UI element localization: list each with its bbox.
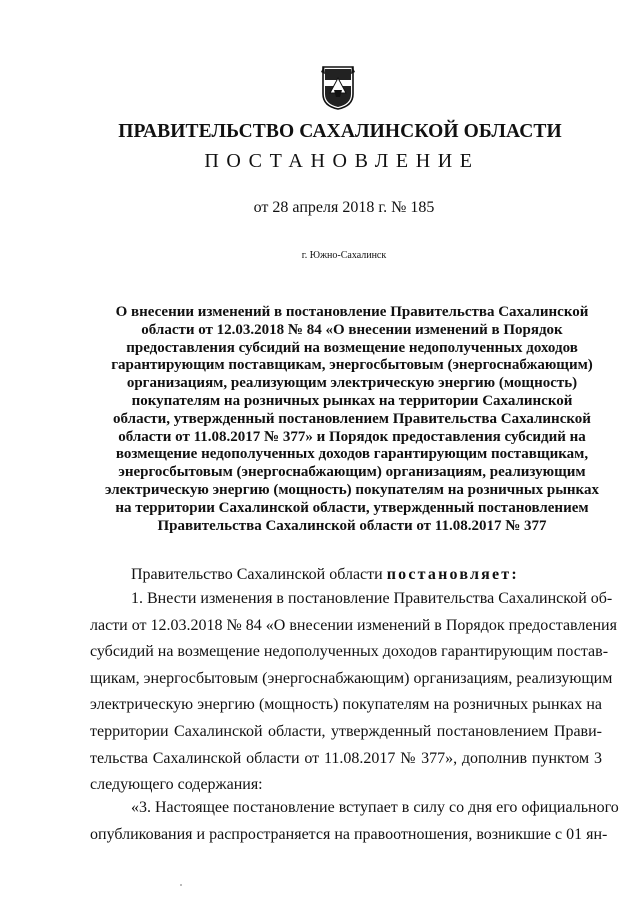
- paragraph-line: электрическую энергию (мощность) покупателям на розничных рынках на: [90, 696, 602, 714]
- document-city: г. Южно-Сахалинск: [301, 250, 387, 261]
- subject-line: на территории Сахалинской области, утвержденный постановлением: [115, 499, 589, 516]
- document-subject: [92, 304, 612, 535]
- coat-of-arms-icon: [320, 64, 356, 110]
- subject-line: Правительства Сахалинской области от 11.08.2017 № 377: [157, 517, 547, 534]
- decree-word: постановляет:: [386, 566, 519, 583]
- preamble-text: Правительство Сахалинской области: [131, 566, 387, 583]
- subject-line: гарантирующим поставщикам, энергосбытовым (энергоснабжающим): [111, 357, 593, 374]
- paragraph-line: ласти от 12.03.2018 № 84 «О внесении изменений в Порядок предоставления: [90, 616, 617, 634]
- subject-line: области от 11.08.2017 № 377» и Порядок предоставления субсидий на: [118, 428, 586, 445]
- document-type: ПОСТАНОВЛЕНИЕ: [204, 150, 480, 172]
- subject-line: электрическую энергию (мощность) покупателям на розничных рынках: [105, 481, 599, 498]
- government-title: ПРАВИТЕЛЬСТВО САХАЛИНСКОЙ ОБЛАСТИ: [118, 121, 562, 142]
- paragraph-line: опубликования и распространяется на правоотношения, возникшие с 01 ян-: [90, 825, 608, 843]
- paragraph-line: «3. Настоящее постановление вступает в силу со дня его официального: [131, 799, 619, 816]
- subject-line: энергосбытовым (энергоснабжающим) организациям, реализующим: [118, 464, 586, 481]
- paragraph-line: следующего содержания:: [90, 776, 263, 794]
- preamble: [131, 566, 640, 584]
- paragraph-line: субсидий на возмещение недополученных доходов гарантирующим постав-: [90, 643, 609, 661]
- subject-line: области от 12.03.2018 № 84 «О внесении изменений в Порядок: [141, 321, 563, 338]
- paragraph-line: щикам, энергосбытовым (энергоснабжающим) организациям, реализующим: [90, 669, 613, 687]
- subject-line: возмещение недополученных доходов гарантирующим поставщикам,: [115, 446, 589, 463]
- subject-line: области, утвержденный постановлением Правительства Сахалинской: [113, 410, 591, 427]
- paragraph-line: территории Сахалинской области, утвержденный постановлением Прави-: [90, 722, 602, 740]
- paragraph-line: 1. Внести изменения в постановление Правительства Сахалинской об-: [131, 590, 613, 607]
- paragraph-item-3-quote: [90, 795, 619, 848]
- subject-line: предоставления субсидий на возмещение недополученных доходов: [126, 339, 578, 356]
- subject-line: покупателям на розничных рынках на территории Сахалинской: [131, 392, 573, 409]
- paragraph-item-1: [90, 586, 617, 799]
- paragraph-line: тельства Сахалинской области от 11.08.2017 № 377», дополнив пунктом 3: [90, 749, 602, 767]
- subject-line: О внесении изменений в постановление Правительства Сахалинской: [115, 304, 589, 320]
- subject-line: организациям, реализующим электрическую энергию (мощность): [126, 375, 578, 392]
- scan-speck: [180, 884, 182, 886]
- document-date-number: от 28 апреля 2018 г. № 185: [253, 199, 435, 216]
